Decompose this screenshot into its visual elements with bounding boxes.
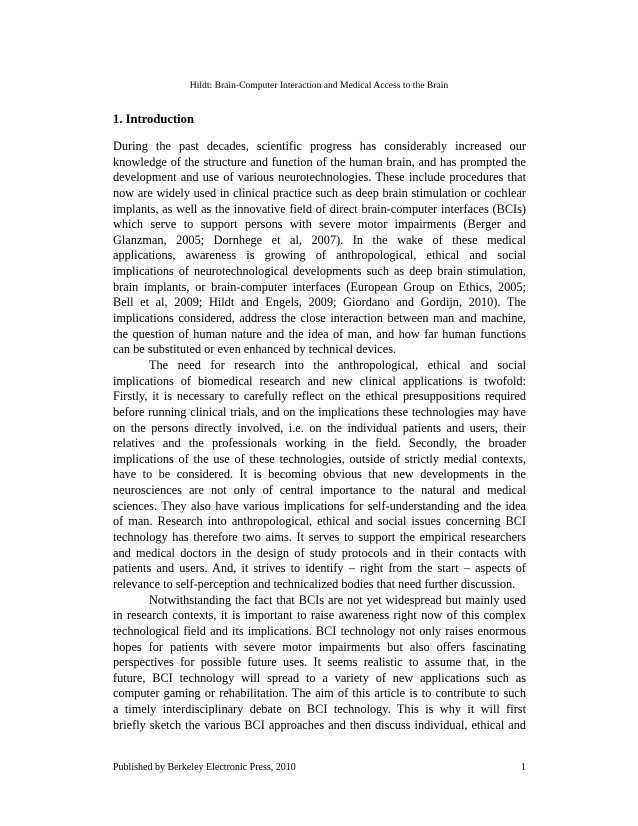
text-line: brain implants, or brain-computer interfaces (European Group on Ethics, 2005; xyxy=(113,279,526,294)
text-line: applications, awareness is growing of anthropological, ethical and social xyxy=(113,248,526,263)
text-line: of man. Research into anthropological, ethical and social issues concerning BCI xyxy=(113,514,526,529)
running-header: Hildt: Brain-Computer Interaction and Medical Access to the Brain xyxy=(189,80,449,91)
text-line: in research contexts, it is important to raise awareness right now of this complex xyxy=(113,608,526,623)
text-line: implants, as well as the innovative field of direct brain-computer interfaces (BCIs) xyxy=(113,201,526,216)
page-number: 1 xyxy=(521,762,526,773)
text-line: technology has therefore two aims. It serves to support the empirical researchers xyxy=(113,530,526,545)
text-line: During the past decades, scientific progress has considerably increased our xyxy=(113,139,526,153)
text-line: can be substituted or even enhanced by technical devices. xyxy=(113,342,397,357)
text-line: now are widely used in clinical practice such as deep brain stimulation or cochlear xyxy=(113,185,526,200)
text-line: which serve to support persons with severe motor impairments (Berger and xyxy=(113,217,526,232)
body-text xyxy=(113,139,526,733)
text-line: Bell et al, 2009; Hildt and Engels, 2009; Giordano and Gordijn, 2010). The xyxy=(113,295,526,310)
text-line: sciences. They also have various implications for self-understanding and the idea xyxy=(113,498,526,513)
footer-publisher: Published by Berkeley Electronic Press, 2010 xyxy=(113,762,296,773)
text-line: a timely interdisciplinary debate on BCI technology. This is why it will first xyxy=(113,702,526,717)
text-line: briefly sketch the various BCI approaches and then discuss individual, ethical and xyxy=(113,717,526,732)
text-line: implications of neurotechnological developments such as deep brain stimulation, xyxy=(113,264,526,279)
text-line: have to be considered. It is becoming obvious that new developments in the xyxy=(113,467,526,482)
text-line: future, BCI technology will spread to a variety of new applications such as xyxy=(113,670,526,685)
text-line: on the persons directly involved, i.e. on the individual patients and users, their xyxy=(113,420,526,435)
text-line: computer gaming or rehabilitation. The aim of this article is to contribute to such xyxy=(113,686,526,701)
text-line: the question of human nature and the idea of man, and how far human functions xyxy=(113,326,526,341)
text-line: perspectives for possible future uses. It seems realistic to assume that, in the xyxy=(113,655,526,670)
text-line: patients and users. And, it strives to identify – right from the start – aspects of xyxy=(113,561,526,576)
text-line: implications of the use of these technologies, outside of strictly medial contexts, xyxy=(113,451,526,466)
text-line: implications considered, address the close interaction between man and machine, xyxy=(113,311,526,326)
text-line: before running clinical trials, and on the implications these technologies may have xyxy=(113,404,526,419)
text-line: knowledge of the structure and function of the human brain, and has prompted the xyxy=(113,154,526,169)
text-line: development and use of various neurotechnologies. These include procedures that xyxy=(113,170,526,185)
paragraph-3 xyxy=(113,593,526,734)
text-line: Firstly, it is necessary to carefully reflect on the ethical presuppositions required xyxy=(113,389,526,404)
text-line: implications of biomedical research and new clinical applications is twofold: xyxy=(113,373,526,388)
text-line: technological field and its implications. BCI technology not only raises enormous xyxy=(113,623,526,638)
text-line: relevance to self-perception and technicalized bodies that need further discussion. xyxy=(113,576,516,591)
text-line: relatives and the professionals working in the field. Secondly, the broader xyxy=(113,436,526,451)
paragraph-2 xyxy=(113,358,526,593)
text-line: Notwithstanding the fact that BCIs are not yet widespread but mainly used xyxy=(149,592,526,607)
text-line: hopes for patients with severe motor impairments but also offers fascinating xyxy=(113,639,526,654)
text-line: Glanzman, 2005; Dornhege et al, 2007). In the wake of these medical xyxy=(113,232,526,247)
section-heading: 1. Introduction xyxy=(113,112,194,126)
paragraph-1 xyxy=(113,139,526,358)
text-line: neurosciences are not only of central importance to the natural and medical xyxy=(113,483,526,498)
text-line: and medical doctors in the design of study protocols and in their contacts with xyxy=(113,545,526,560)
text-line: The need for research into the anthropological, ethical and social xyxy=(149,357,526,372)
